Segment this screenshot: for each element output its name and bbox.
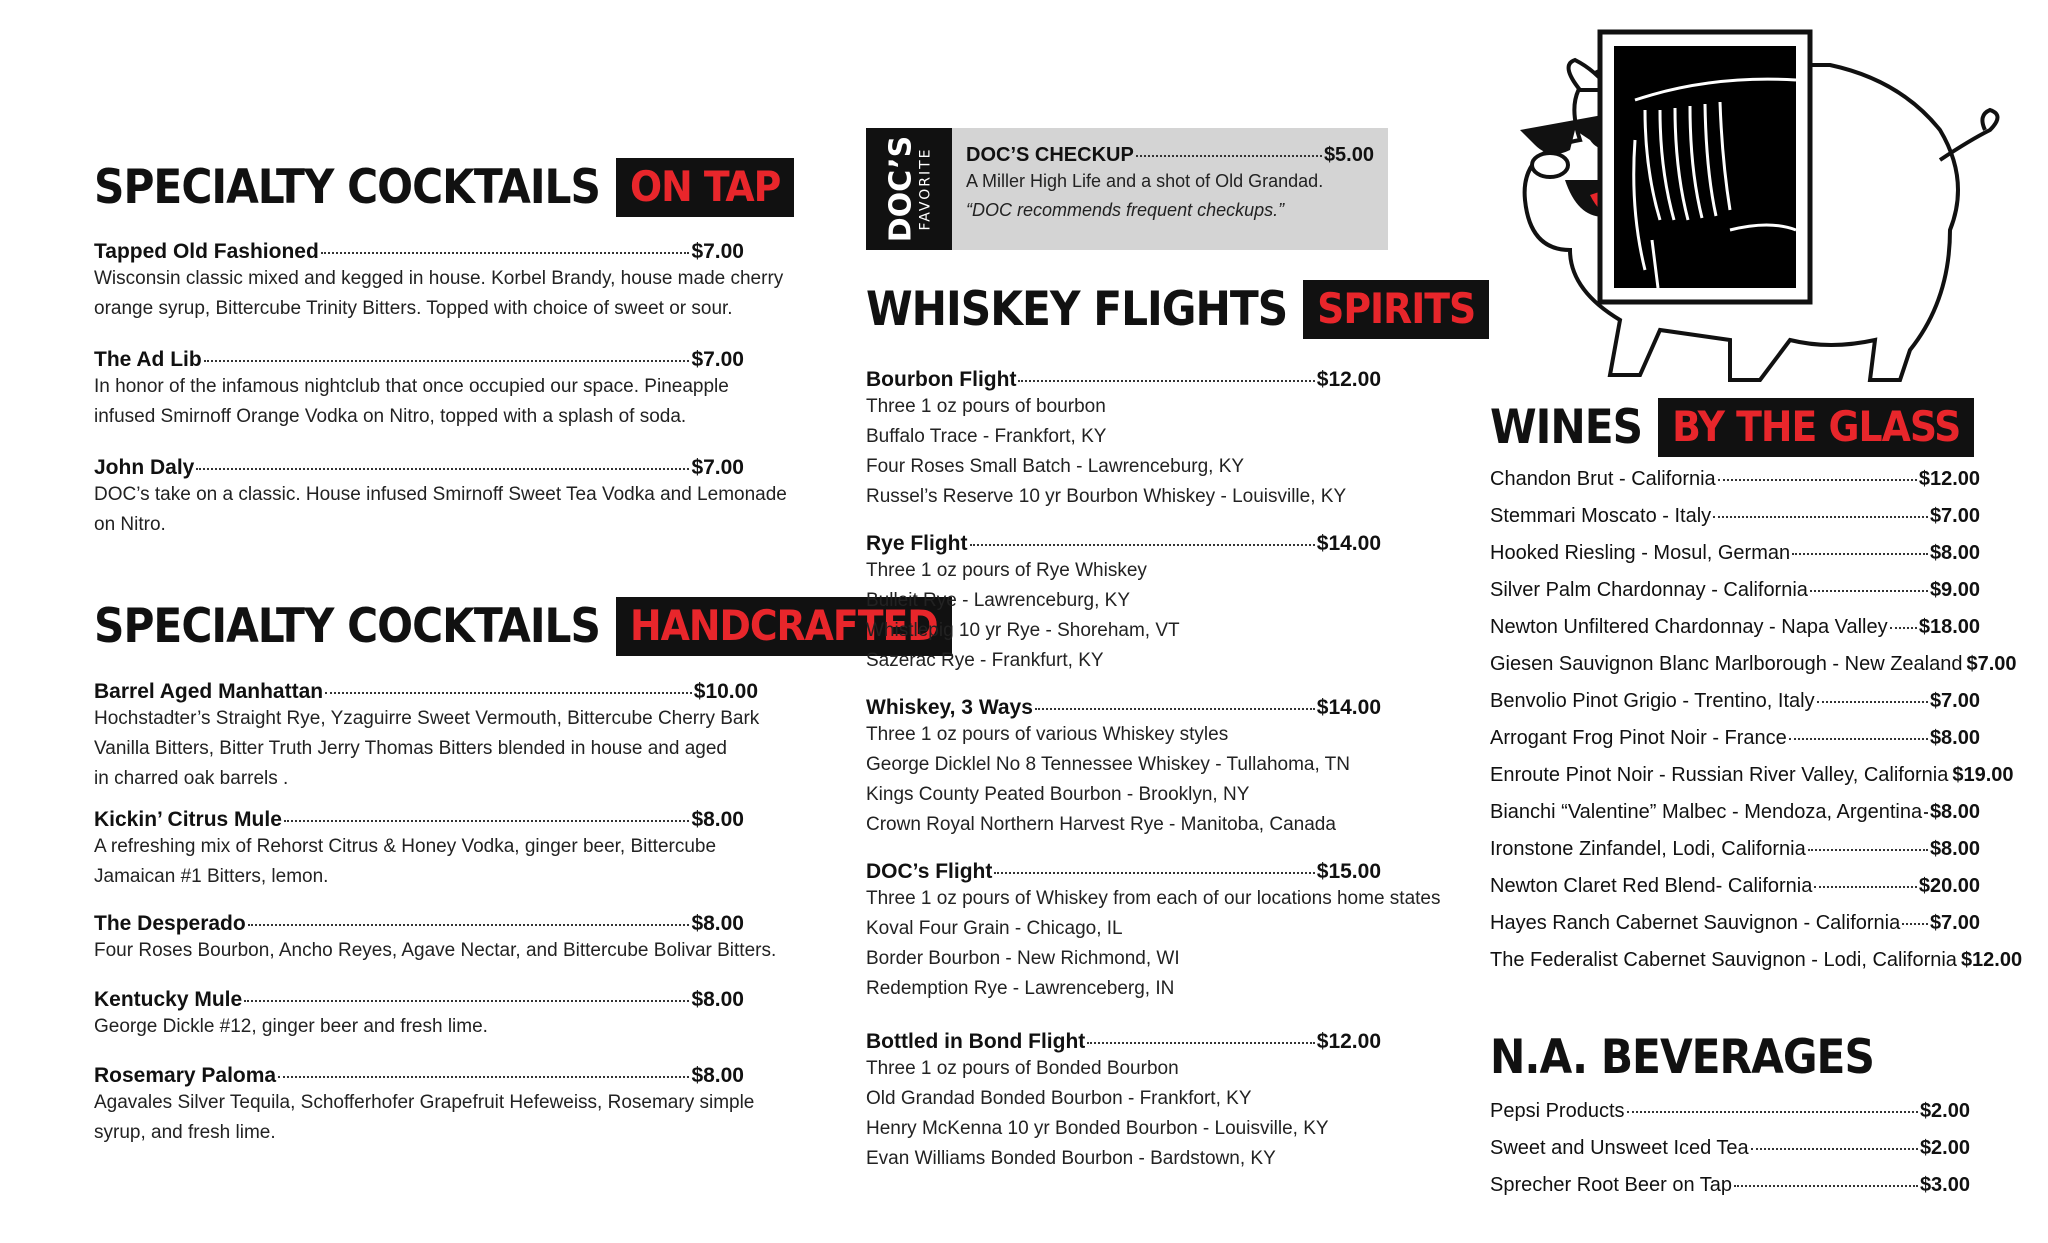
handcrafted-tag: HANDCRAFTED [616,597,952,656]
wine-price: $9.00 [1929,579,1980,601]
wines-heading [1490,398,1974,457]
wine-name: Enroute Pinot Noir - Russian River Valley, California [1490,764,1949,786]
wine-name: Benvolio Pinot Grigio - Trentino, Italy [1490,690,1815,712]
handcrafted-title: SPECIALTY COCKTAILS [94,599,600,654]
item-name: The Ad Lib [94,348,202,371]
item-desc: George Dickle #12, ginger beer and fresh lime. [94,1016,488,1037]
docs-label-bottom: FAVORITE [917,147,933,231]
item-desc: Jamaican #1 Bitters, lemon. [94,866,329,887]
on-tap-heading [94,158,794,217]
handcrafted-list [94,680,777,1170]
dot-leader [248,924,690,926]
na-price: $3.00 [1919,1174,1970,1196]
docs-checkup-name: DOC’S CHECKUP [966,144,1134,166]
dot-leader [1902,923,1928,925]
na-title: N.A. BEVERAGES [1490,1030,1874,1085]
item-price: $12.00 [1316,1030,1381,1053]
item-desc: Three 1 oz pours of Rye Whiskey [866,560,1147,581]
whiskey-title: WHISKEY FLIGHTS [866,282,1288,337]
menu-item [866,1030,1381,1174]
item-desc: DOC’s take on a classic. House infused Smirnoff Sweet Tea Vodka and Lemonade [94,484,787,505]
dot-leader [1808,849,1928,851]
item-name: John Daly [94,456,195,479]
wine-price: $8.00 [1929,801,1980,823]
na-row [1490,1174,1970,1211]
item-desc: syrup, and fresh lime. [94,1122,276,1143]
whiskey-heading [866,280,1489,339]
item-desc: Bulleit Rye - Lawrenceburg, KY [866,590,1131,611]
na-name: Pepsi Products [1490,1100,1625,1122]
pig-xray-logo-icon [1430,20,2010,390]
dot-leader [1734,1185,1918,1187]
item-desc: Crown Royal Northern Harvest Rye - Manitoba, Canada [866,814,1336,835]
item-desc: Evan Williams Bonded Bourbon - Bardstown, KY [866,1148,1276,1169]
wine-name: Hayes Ranch Cabernet Sauvignon - California [1490,912,1901,934]
item-desc: Agavales Silver Tequila, Schofferhofer Grapefruit Hefeweiss, Rosemary simple [94,1092,755,1113]
handcrafted-heading [94,597,952,656]
item-name: Bottled in Bond Flight [866,1030,1086,1053]
item-name: Whiskey, 3 Ways [866,696,1033,719]
item-name: DOC’s Flight [866,860,993,883]
na-row [1490,1137,1970,1174]
item-desc: Three 1 oz pours of Whiskey from each of our locations home states [866,888,1441,909]
item-name: The Desperado [94,912,246,935]
item-name: Tapped Old Fashioned [94,240,319,263]
wines-list [1490,468,2023,986]
docs-checkup-desc: A Miller High Life and a shot of Old Grandad. [966,171,1324,191]
dot-leader [1018,380,1314,382]
dot-leader [1814,886,1916,888]
menu-item [94,240,784,324]
wine-price: $7.00 [1929,912,1980,934]
wine-name: Arrogant Frog Pinot Noir - France [1490,727,1787,749]
dot-leader [1817,701,1928,703]
menu-item [94,680,758,794]
dot-leader [278,1076,689,1078]
item-desc: Henry McKenna 10 yr Bonded Bourbon - Louisville, KY [866,1118,1329,1139]
on-tap-tag: ON TAP [616,158,794,217]
item-name: Rosemary Paloma [94,1064,277,1087]
item-desc: orange syrup, Bittercube Trinity Bitters. Topped with choice of sweet or sour. [94,298,733,319]
wine-name: Newton Claret Red Blend- California [1490,875,1813,897]
item-desc: Koval Four Grain - Chicago, IL [866,918,1123,939]
menu-item [94,988,758,1042]
item-desc: infused Smirnoff Orange Vodka on Nitro, topped with a splash of soda. [94,406,687,427]
whiskey-list [866,368,1441,1196]
item-name: Barrel Aged Manhattan [94,680,324,703]
item-price: $12.00 [1316,368,1381,391]
na-row [1490,1100,1970,1137]
on-tap-title: SPECIALTY COCKTAILS [94,160,600,215]
wine-price: $20.00 [1918,875,1980,897]
item-price: $14.00 [1316,696,1381,719]
menu-item [866,532,1381,676]
item-price: $10.00 [693,680,758,703]
wine-name: Ironstone Zinfandel, Lodi, California [1490,838,1806,860]
wine-row [1490,505,1980,542]
menu-item [866,368,1381,512]
whiskey-tag: SPIRITS [1303,280,1489,339]
dot-leader [1136,155,1322,157]
menu-item [94,1064,758,1148]
dot-leader [325,692,692,694]
na-price: $2.00 [1919,1100,1970,1122]
dot-leader [1035,708,1315,710]
item-desc: Sazerac Rye - Frankfurt, KY [866,650,1104,671]
item-desc: on Nitro. [94,514,166,535]
wine-row [1490,468,1980,505]
wine-row [1490,690,1980,727]
docs-checkup-quote: “DOC recommends frequent checkups.” [966,200,1285,220]
item-desc: Vanilla Bitters, Bitter Truth Jerry Thomas Bitters blended in house and aged [94,738,727,759]
menu-item [94,456,787,540]
item-desc: George Dicklel No 8 Tennessee Whiskey - Tullahoma, TN [866,754,1351,775]
item-name: Rye Flight [866,532,968,555]
dot-leader [1924,812,1928,814]
dot-leader [1890,627,1917,629]
dot-leader [204,360,690,362]
wine-name: Silver Palm Chardonnay - California [1490,579,1808,601]
dot-leader [321,252,690,254]
wine-row [1490,727,1980,764]
dot-leader [1627,1111,1918,1113]
wine-price: $18.00 [1918,616,1980,638]
right-column [1430,0,2030,1243]
wine-row [1490,653,2017,690]
menu-item [94,912,777,966]
wine-row [1490,764,2014,801]
menu-item [866,696,1381,840]
dot-leader [994,872,1314,874]
item-desc: Wisconsin classic mixed and kegged in house. Korbel Brandy, house made cherry [94,268,784,289]
dot-leader [970,544,1315,546]
item-price: $14.00 [1316,532,1381,555]
item-price: $7.00 [691,456,744,479]
dot-leader [1718,479,1917,481]
wine-name: The Federalist Cabernet Sauvignon - Lodi, California [1490,949,1957,971]
wine-price: $7.00 [1966,653,2017,675]
item-price: $8.00 [691,912,744,935]
item-desc: Three 1 oz pours of various Whiskey styles [866,724,1229,745]
item-desc: Border Bourbon - New Richmond, WI [866,948,1180,969]
wine-price: $8.00 [1929,727,1980,749]
wine-row [1490,838,1980,875]
wine-price: $12.00 [1918,468,1980,490]
item-price: $7.00 [691,348,744,371]
docs-favorite-box [866,128,1388,250]
item-desc: Redemption Rye - Lawrenceberg, IN [866,978,1175,999]
wine-row [1490,579,1980,616]
docs-favorite-label [866,128,952,250]
wine-row [1490,875,1980,912]
dot-leader [284,820,690,822]
wine-name: Bianchi “Valentine” Malbec - Mendoza, Argentina [1490,801,1923,823]
dot-leader [1792,553,1928,555]
wine-row [1490,801,1980,838]
na-list [1490,1100,1970,1211]
docs-label-top: DOC’S [883,135,918,243]
item-name: Kentucky Mule [94,988,243,1011]
wine-name: Hooked Riesling - Mosul, German [1490,542,1791,564]
wine-row [1490,949,2023,986]
wine-row [1490,542,1980,579]
dot-leader [1810,590,1928,592]
item-price: $8.00 [691,1064,744,1087]
menu-item [94,808,758,892]
item-desc: Four Roses Small Batch - Lawrenceburg, KY [866,456,1245,477]
on-tap-list [94,240,787,562]
item-desc: Russel’s Reserve 10 yr Bourbon Whiskey - Louisville, KY [866,486,1347,507]
item-price: $8.00 [691,808,744,831]
item-price: $15.00 [1316,860,1381,883]
item-desc: Three 1 oz pours of bourbon [866,396,1106,417]
wine-name: Newton Unfiltered Chardonnay - Napa Valley [1490,616,1888,638]
item-desc: Kings County Peated Bourbon - Brooklyn, NY [866,784,1250,805]
wines-tag: BY THE GLASS [1658,398,1974,457]
item-desc: A refreshing mix of Rehorst Citrus & Honey Vodka, ginger beer, Bittercube [94,836,717,857]
item-desc: Old Grandad Bonded Bourbon - Frankfort, KY [866,1088,1252,1109]
dot-leader [1751,1148,1918,1150]
wine-price: $12.00 [1960,949,2023,971]
dot-leader [244,1000,689,1002]
wine-price: $7.00 [1929,505,1980,527]
menu-item [866,860,1441,1004]
wine-row [1490,912,1980,949]
wine-name: Stemmari Moscato - Italy [1490,505,1712,527]
dot-leader [1789,738,1928,740]
item-name: Kickin’ Citrus Mule [94,808,282,831]
wines-title: WINES [1490,400,1643,455]
na-heading [1490,1030,1874,1085]
item-desc: Buffalo Trace - Frankfort, KY [866,426,1107,447]
wine-name: Chandon Brut - California [1490,468,1716,490]
wine-name: Giesen Sauvignon Blanc Marlborough - New Zealand [1490,653,1963,675]
wine-price: $8.00 [1929,542,1980,564]
wine-price: $8.00 [1929,838,1980,860]
item-price: $7.00 [691,240,744,263]
dot-leader [1087,1042,1314,1044]
na-name: Sprecher Root Beer on Tap [1490,1174,1733,1196]
na-name: Sweet and Unsweet Iced Tea [1490,1137,1749,1159]
item-desc: in charred oak barrels . [94,768,289,789]
wine-price: $19.00 [1952,764,2014,786]
na-price: $2.00 [1919,1137,1970,1159]
item-desc: Three 1 oz pours of Bonded Bourbon [866,1058,1179,1079]
wine-row [1490,616,1980,653]
dot-leader [1713,516,1928,518]
item-price: $8.00 [691,988,744,1011]
menu-item [94,348,744,432]
item-desc: In honor of the infamous nightclub that once occupied our space. Pineapple [94,376,729,397]
dot-leader [196,468,689,470]
docs-checkup-price: $5.00 [1323,144,1374,166]
item-desc: Whistlepig 10 yr Rye - Shoreham, VT [866,620,1180,641]
item-name: Bourbon Flight [866,368,1017,391]
item-desc: Hochstadter’s Straight Rye, Yzaguirre Sweet Vermouth, Bittercube Cherry Bark [94,708,760,729]
item-desc: Four Roses Bourbon, Ancho Reyes, Agave Nectar, and Bittercube Bolivar Bitters. [94,940,777,961]
wine-price: $7.00 [1929,690,1980,712]
